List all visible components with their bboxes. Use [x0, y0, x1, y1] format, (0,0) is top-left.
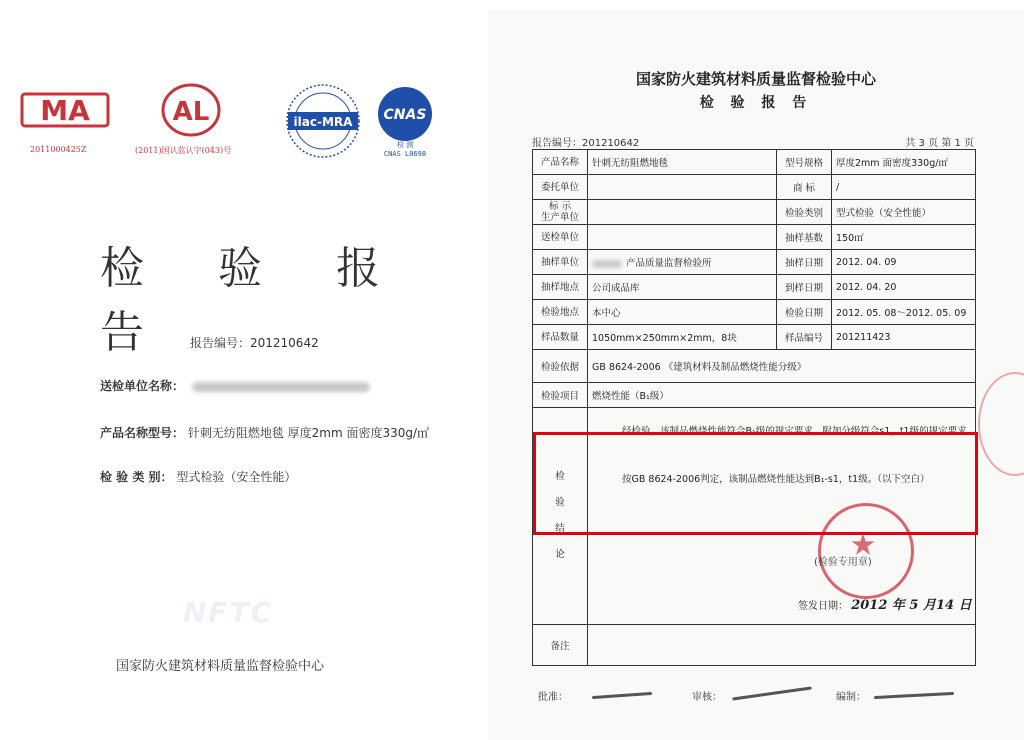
cma-code: 2011000425Z: [30, 145, 87, 154]
basis-value: GB 8624-2006 《建筑材料及制品燃烧性能分级》: [588, 350, 976, 383]
approve-signature: [592, 692, 652, 699]
row-value: 201211423: [832, 325, 976, 350]
page-info: 共 3 页 第 1 页: [905, 138, 974, 149]
cma-logo: [20, 92, 110, 128]
conclusion-paragraph-1: 经检验，该制品燃烧性能符合B₁级的规定要求，附加分级符合s1，t1级的规定要求。: [622, 426, 977, 437]
table-row: [533, 225, 976, 250]
issue-date-label: 签发日期：: [798, 601, 848, 612]
logo-row: [20, 82, 460, 162]
table-row: [533, 250, 976, 275]
remark-value: [588, 625, 976, 666]
row-value: [588, 175, 777, 200]
ilac-mra-logo: [282, 82, 364, 160]
row-value-text: 产品质量监督检验所: [626, 258, 712, 269]
table-row: [533, 275, 976, 300]
review-signature: [732, 686, 812, 700]
row-value: [588, 225, 777, 250]
row-key: 检验地点: [533, 300, 588, 325]
report-heading: 检 验 报 告: [699, 95, 813, 111]
row-key: 标 示 生产单位: [533, 200, 588, 225]
report-detail-page: [488, 10, 1024, 740]
remark-row: [533, 625, 976, 666]
table-row: [533, 200, 976, 225]
issuing-center: 国家防火建筑材料质量监督检验中心: [116, 659, 325, 674]
stamp-note: (检验专用章): [814, 557, 872, 568]
field-label: 送检单位名称：: [100, 379, 185, 393]
row-value: 针刺无纺阻燃地毯: [588, 150, 777, 175]
field-value: 型式检验（安全性能）: [176, 470, 297, 484]
row-value: 公司成品库: [588, 275, 777, 300]
report-table: [532, 149, 976, 666]
redacted-value: [192, 382, 370, 392]
table-row: [533, 150, 976, 175]
row-key: 样品编号: [777, 325, 832, 350]
approve-label: 批准：: [538, 692, 568, 703]
field-product: [100, 424, 429, 441]
compile-signature: [874, 692, 954, 699]
row-value: 厚度2mm 面密度330g/㎡: [832, 150, 976, 175]
svg-text:CNAS L0698: CNAS L0698: [383, 150, 427, 158]
row-value: 本中心: [588, 300, 777, 325]
field-inspection-type: [100, 468, 296, 485]
conclusion-label: 检 验 结 论: [533, 408, 588, 625]
row-value: 2012. 04. 20: [832, 275, 976, 300]
item-value: 燃烧性能（B₁级）: [588, 383, 976, 408]
report-cover-page: [0, 0, 488, 740]
row-key: 送检单位: [533, 225, 588, 250]
svg-text:CNAS: CNAS: [383, 107, 427, 123]
basis-label: 检验依据: [533, 350, 588, 383]
report-number: 报告编号：201210642: [532, 138, 640, 149]
cal-logo: [160, 82, 222, 138]
field-label: 产品名称型号：: [100, 426, 185, 440]
row-key: 抽样地点: [533, 275, 588, 300]
row-key: 产品名称: [533, 150, 588, 175]
row-value: /: [832, 175, 976, 200]
compile-label: 编制：: [836, 692, 866, 703]
svg-text:检 测: 检 测: [396, 141, 414, 149]
svg-text:AL: AL: [172, 97, 210, 127]
row-value: 型式检验（安全性能）: [832, 200, 976, 225]
conclusion-paragraph-2: 按GB 8624-2006判定，该制品燃烧性能达到B₁-s1，t1级。（以下空白）: [622, 474, 930, 485]
row-value: 2012. 04. 09: [832, 250, 976, 275]
review-label: 审核：: [692, 692, 722, 703]
row-key: 抽样单位: [533, 250, 588, 275]
row-value: 150㎡: [832, 225, 976, 250]
issue-date-value: 2012 年 5 月14 日: [851, 598, 972, 613]
row-key: 到样日期: [777, 275, 832, 300]
center-title: 国家防火建筑材料质量监督检验中心: [635, 70, 876, 88]
highlight-box: [533, 432, 978, 535]
nftc-watermark: NFTC: [183, 596, 274, 629]
table-row: [533, 325, 976, 350]
field-submitter: [100, 377, 370, 394]
table-row: [533, 175, 976, 200]
row-key: 委托单位: [533, 175, 588, 200]
report-number: 报告编号：201210642: [190, 336, 319, 350]
item-row: [533, 383, 976, 408]
row-key: 商 标: [777, 175, 832, 200]
field-label: 检 验 类 别：: [100, 470, 173, 484]
svg-text:ilac-MRA: ilac-MRA: [293, 115, 353, 129]
row-value: 2012. 05. 08～2012. 05. 09: [832, 300, 976, 325]
remark-label: 备注: [533, 625, 588, 666]
field-value: 针刺无纺阻燃地毯 厚度2mm 面密度330g/㎡: [187, 426, 430, 440]
row-value: [588, 200, 777, 225]
row-value: 1050mm×250mm×2mm，8块: [588, 325, 777, 350]
item-label: 检验项目: [533, 383, 588, 408]
svg-text:MA: MA: [40, 94, 90, 127]
row-key: 抽样基数: [777, 225, 832, 250]
table-row: [533, 300, 976, 325]
row-key: 型号规格: [777, 150, 832, 175]
row-key: 检验日期: [777, 300, 832, 325]
redacted-value: [592, 260, 622, 268]
basis-row: [533, 350, 976, 383]
issue-date: [798, 594, 972, 613]
edge-seal: [978, 372, 1024, 476]
row-value: [588, 250, 777, 275]
row-key: 样品数量: [533, 325, 588, 350]
report-title: 检 验 报 告: [100, 243, 410, 358]
cal-code: (2011)国认监认字(043)号: [135, 146, 232, 155]
row-key: 检验类别: [777, 200, 832, 225]
row-key: 抽样日期: [777, 250, 832, 275]
cnas-logo: [370, 84, 440, 158]
